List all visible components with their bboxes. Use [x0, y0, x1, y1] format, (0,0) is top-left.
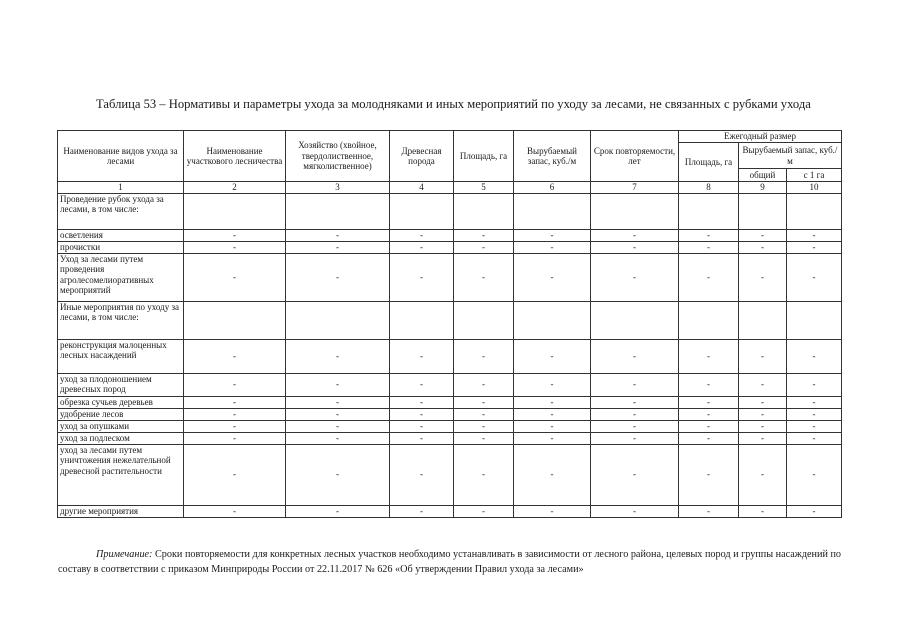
table-cell: - — [454, 432, 514, 444]
table-cell: - — [454, 253, 514, 301]
table-cell: - — [739, 339, 787, 373]
table-cell: - — [514, 373, 591, 396]
table-cell: - — [390, 432, 454, 444]
table-cell: - — [286, 241, 390, 253]
table-cell: - — [514, 408, 591, 420]
row-label: удобрение лесов — [58, 408, 184, 420]
table-cell: - — [591, 339, 679, 373]
table-cell: - — [591, 229, 679, 241]
table-cell: - — [454, 420, 514, 432]
table-cell: - — [184, 505, 286, 517]
table-cell — [591, 193, 679, 229]
table-cell: - — [390, 253, 454, 301]
table-cell: - — [390, 408, 454, 420]
table-cell: - — [787, 420, 842, 432]
table-cell: - — [286, 505, 390, 517]
table-row — [58, 253, 842, 301]
table-cell: - — [679, 408, 739, 420]
header-annual-area: Площадь, га — [679, 143, 739, 182]
table-cell: - — [390, 241, 454, 253]
table-cell: - — [184, 432, 286, 444]
header-stock-total: общий — [739, 169, 787, 182]
table-cell: - — [390, 396, 454, 408]
table-cell: - — [390, 229, 454, 241]
table-cell: - — [514, 444, 591, 505]
table-cell: - — [286, 396, 390, 408]
table-cell: - — [591, 253, 679, 301]
table-cell: - — [739, 444, 787, 505]
table-row — [58, 193, 842, 229]
table-title-text: Таблица 53 – Нормативы и параметры ухода за молодняками и иных мероприятий по уходу за лесами, не связанных с рубками ухода — [96, 97, 811, 111]
table-row — [58, 339, 842, 373]
table-cell: - — [286, 229, 390, 241]
table-cell: - — [787, 505, 842, 517]
table-cell: - — [286, 432, 390, 444]
table-cell: - — [787, 339, 842, 373]
table-row — [58, 420, 842, 432]
table-cell — [739, 301, 787, 339]
table-cell: - — [454, 241, 514, 253]
footnote-label: Примечание: — [96, 549, 153, 560]
row-label: другие мероприятия — [58, 505, 184, 517]
table-cell: - — [454, 505, 514, 517]
row-label: реконструкция малоценных лесных насаждений — [58, 339, 184, 373]
header-work-type: Наименование видов ухода за лесами — [58, 131, 184, 182]
table-cell: - — [184, 253, 286, 301]
table-cell: - — [679, 432, 739, 444]
table-cell: - — [390, 444, 454, 505]
table-cell: - — [679, 505, 739, 517]
table-cell: - — [454, 408, 514, 420]
table-cell — [454, 301, 514, 339]
row-label: Проведение рубок ухода за лесами, в том числе: — [58, 193, 184, 229]
column-number: 9 — [739, 182, 787, 194]
table-cell: - — [679, 241, 739, 253]
table-cell — [390, 193, 454, 229]
table-cell: - — [514, 253, 591, 301]
column-number: 5 — [454, 182, 514, 194]
table-cell: - — [591, 420, 679, 432]
table-title — [58, 97, 840, 112]
table-cell: - — [514, 432, 591, 444]
table-cell — [184, 301, 286, 339]
table-cell: - — [679, 420, 739, 432]
table-cell: - — [286, 339, 390, 373]
table-cell: - — [787, 373, 842, 396]
table-cell: - — [390, 420, 454, 432]
table-cell: - — [184, 408, 286, 420]
table-cell: - — [591, 408, 679, 420]
table-cell: - — [184, 396, 286, 408]
table-cell: - — [739, 408, 787, 420]
table-cell: - — [739, 373, 787, 396]
row-label: Иные мероприятия по уходу за лесами, в том числе: — [58, 301, 184, 339]
table-cell — [739, 193, 787, 229]
table-cell: - — [591, 432, 679, 444]
table-cell — [514, 301, 591, 339]
row-label: прочистки — [58, 241, 184, 253]
table-cell: - — [184, 444, 286, 505]
table-cell: - — [739, 229, 787, 241]
table-cell: - — [184, 420, 286, 432]
header-tree-species: Древесная порода — [390, 131, 454, 182]
table-row — [58, 444, 842, 505]
table-cell: - — [286, 408, 390, 420]
row-label: уход за подлеском — [58, 432, 184, 444]
table-cell — [591, 301, 679, 339]
column-number: 6 — [514, 182, 591, 194]
row-label: уход за плодоношением древесных пород — [58, 373, 184, 396]
table-cell: - — [591, 444, 679, 505]
table-cell: - — [286, 253, 390, 301]
header-area: Площадь, га — [454, 131, 514, 182]
table-cell — [679, 193, 739, 229]
table-cell: - — [679, 253, 739, 301]
table-cell: - — [679, 396, 739, 408]
table-row — [58, 301, 842, 339]
table-cell: - — [514, 505, 591, 517]
table-row — [58, 373, 842, 396]
table-cell: - — [591, 505, 679, 517]
table-cell — [286, 193, 390, 229]
table-row — [58, 229, 842, 241]
table-cell: - — [390, 505, 454, 517]
table-row — [58, 432, 842, 444]
table-cell — [184, 193, 286, 229]
table-cell: - — [679, 444, 739, 505]
table-cell: - — [591, 396, 679, 408]
table-cell: - — [679, 229, 739, 241]
table-cell — [514, 193, 591, 229]
table-cell: - — [286, 420, 390, 432]
column-number: 4 — [390, 182, 454, 194]
table-cell: - — [184, 339, 286, 373]
table-cell: - — [390, 373, 454, 396]
table-cell: - — [286, 373, 390, 396]
table-cell: - — [739, 420, 787, 432]
header-stock-per-ha: с 1 га — [787, 169, 842, 182]
table-cell — [679, 301, 739, 339]
row-label: обрезка сучьев деревьев — [58, 396, 184, 408]
table-cell — [454, 193, 514, 229]
table-cell: - — [390, 339, 454, 373]
table-cell: - — [787, 408, 842, 420]
table-row — [58, 505, 842, 517]
table-cell: - — [739, 432, 787, 444]
column-number: 1 — [58, 182, 184, 194]
table-cell: - — [514, 339, 591, 373]
table-cell — [390, 301, 454, 339]
table-cell: - — [514, 229, 591, 241]
table-cell: - — [184, 373, 286, 396]
table-cell: - — [679, 339, 739, 373]
table-cell: - — [679, 373, 739, 396]
row-label: осветления — [58, 229, 184, 241]
column-number: 7 — [591, 182, 679, 194]
table-cell — [286, 301, 390, 339]
table-cell: - — [454, 444, 514, 505]
table-row — [58, 396, 842, 408]
row-label: уход за лесами путем уничтожения нежелательной древесной растительности — [58, 444, 184, 505]
table-cell: - — [787, 241, 842, 253]
table-cell: - — [739, 396, 787, 408]
table-cell — [787, 301, 842, 339]
header-felled-stock: Вырубаемый запас, куб./м — [514, 131, 591, 182]
column-number-row — [58, 182, 842, 194]
column-number: 3 — [286, 182, 390, 194]
table-cell: - — [591, 373, 679, 396]
header-repeat-period: Срок повторяемости, лет — [591, 131, 679, 182]
table-cell: - — [787, 444, 842, 505]
column-number: 8 — [679, 182, 739, 194]
row-label: Уход за лесами путем проведения агролесомелиоративных мероприятий — [58, 253, 184, 301]
table-body — [58, 193, 842, 517]
table-row — [58, 241, 842, 253]
table-cell: - — [286, 444, 390, 505]
row-label: уход за опушками — [58, 420, 184, 432]
table-cell: - — [787, 396, 842, 408]
table-cell: - — [184, 241, 286, 253]
table-cell: - — [454, 229, 514, 241]
header-annual-stock: Вырубаемый запас, куб./м — [739, 143, 842, 169]
table-cell: - — [739, 241, 787, 253]
table-cell — [787, 193, 842, 229]
header-forestry: Наименование участкового лесничества — [184, 131, 286, 182]
table-cell: - — [739, 505, 787, 517]
table-cell: - — [787, 432, 842, 444]
footnote-text: Сроки повторяемости для конкретных лесных участков необходимо устанавливать в зависимости от лесного района, целевых пород и группы насаждений по составу в соответствии с приказом Минприроды России от 22.11.2017 № 626 «Об утверждении Правил ухода за лесами» — [58, 549, 841, 575]
table-row — [58, 408, 842, 420]
table-cell: - — [454, 396, 514, 408]
table-cell: - — [514, 396, 591, 408]
header-annual-size: Ежегодный размер — [679, 131, 842, 143]
footnote — [58, 548, 841, 577]
table-cell: - — [454, 339, 514, 373]
table-cell: - — [514, 420, 591, 432]
table-cell: - — [739, 253, 787, 301]
table-cell: - — [591, 241, 679, 253]
table-cell: - — [184, 229, 286, 241]
table-cell: - — [454, 373, 514, 396]
column-number: 2 — [184, 182, 286, 194]
column-number: 10 — [787, 182, 842, 194]
table-cell: - — [514, 241, 591, 253]
norms-table — [57, 130, 842, 518]
header-economy: Хозяйство (хвойное, твердолиственное, мягколиственное) — [286, 131, 390, 182]
table-cell: - — [787, 229, 842, 241]
table-cell: - — [787, 253, 842, 301]
